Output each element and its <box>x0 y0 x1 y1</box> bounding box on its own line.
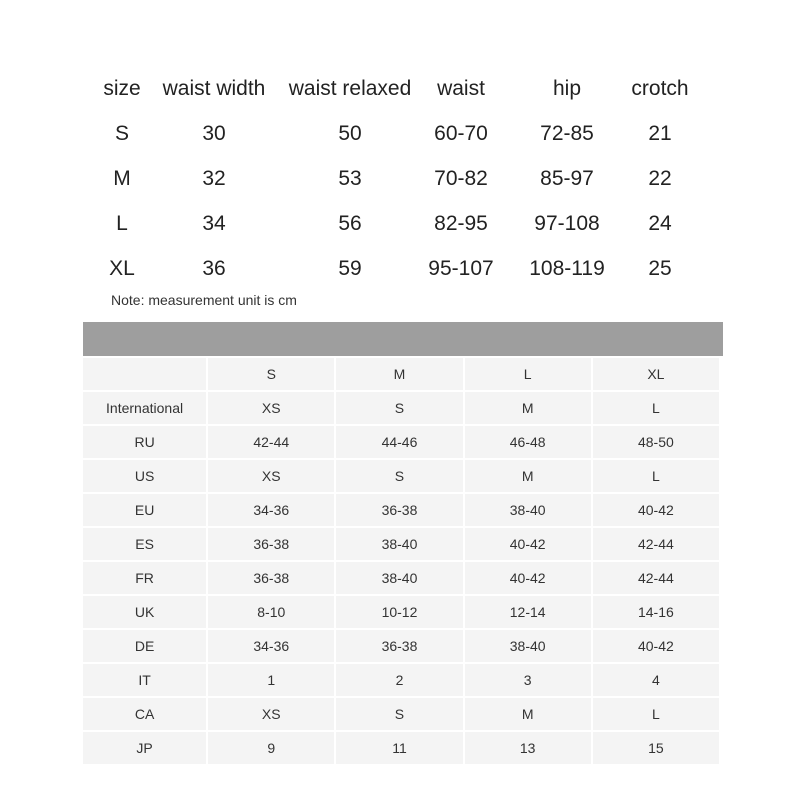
size-value: M <box>465 392 591 424</box>
cell-size: L <box>116 212 128 235</box>
region-label: DE <box>83 630 206 662</box>
conversion-row <box>83 732 719 764</box>
column-header-xl: XL <box>593 358 719 390</box>
size-value: 12-14 <box>465 596 591 628</box>
size-value: 10-12 <box>336 596 462 628</box>
cell-hip: 108-119 <box>529 257 605 280</box>
cell-hip: 85-97 <box>540 167 594 190</box>
conversion-row <box>83 630 719 662</box>
size-conversion-table <box>83 322 723 766</box>
size-value: M <box>465 460 591 492</box>
region-label: FR <box>83 562 206 594</box>
conversion-row <box>83 392 719 424</box>
conversion-column-header-row <box>83 358 719 390</box>
size-value: L <box>593 392 719 424</box>
cell-hip: 97-108 <box>534 212 600 235</box>
size-value: 38-40 <box>336 528 462 560</box>
measurement-table <box>0 66 800 291</box>
region-label: JP <box>83 732 206 764</box>
size-value: 42-44 <box>208 426 334 458</box>
size-value: 14-16 <box>593 596 719 628</box>
conversion-row <box>83 562 719 594</box>
size-value: 1 <box>208 664 334 696</box>
conversion-header-bar <box>83 322 723 356</box>
region-label: CA <box>83 698 206 730</box>
cell-waist-width: 36 <box>202 257 226 280</box>
cell-waist-width: 30 <box>202 122 226 145</box>
region-label: International <box>83 392 206 424</box>
size-value: 34-36 <box>208 630 334 662</box>
cell-waist-width: 34 <box>202 212 226 235</box>
size-value: 9 <box>208 732 334 764</box>
header-crotch: crotch <box>631 77 689 100</box>
region-label: ES <box>83 528 206 560</box>
size-value: L <box>593 460 719 492</box>
measurement-row <box>0 111 800 156</box>
measurement-row <box>0 201 800 246</box>
header-waist-relaxed: waist relaxed <box>288 77 412 100</box>
cell-waist-relaxed: 56 <box>338 212 362 235</box>
measurement-row <box>0 156 800 201</box>
size-value: S <box>336 698 462 730</box>
size-value: 38-40 <box>336 562 462 594</box>
cell-waist: 95-107 <box>428 257 494 280</box>
size-value: 8-10 <box>208 596 334 628</box>
size-value: 42-44 <box>593 562 719 594</box>
column-header-s: S <box>208 358 334 390</box>
header-waist: waist <box>437 77 485 100</box>
size-value: S <box>336 392 462 424</box>
size-value: 42-44 <box>593 528 719 560</box>
region-label: UK <box>83 596 206 628</box>
measurement-note: Note: measurement unit is cm <box>111 292 297 308</box>
size-value: 36-38 <box>336 630 462 662</box>
size-value: 44-46 <box>336 426 462 458</box>
size-value: 15 <box>593 732 719 764</box>
size-value: 38-40 <box>465 630 591 662</box>
cell-waist: 82-95 <box>434 212 488 235</box>
header-waist-width: waist width <box>162 77 266 100</box>
cell-crotch: 21 <box>648 122 672 145</box>
size-value: 3 <box>465 664 591 696</box>
conversion-row <box>83 460 719 492</box>
size-value: 36-38 <box>208 528 334 560</box>
size-value: 40-42 <box>465 528 591 560</box>
conversion-row <box>83 596 719 628</box>
conversion-grid <box>81 356 721 766</box>
size-value: 40-42 <box>465 562 591 594</box>
region-label: RU <box>83 426 206 458</box>
size-value: S <box>336 460 462 492</box>
conversion-row <box>83 494 719 526</box>
column-header-l: L <box>465 358 591 390</box>
size-value: XS <box>208 392 334 424</box>
cell-waist-relaxed: 50 <box>338 122 362 145</box>
header-hip: hip <box>552 77 582 100</box>
size-value: 13 <box>465 732 591 764</box>
cell-size: M <box>113 167 131 190</box>
size-value: 11 <box>336 732 462 764</box>
region-label: US <box>83 460 206 492</box>
size-value: 36-38 <box>336 494 462 526</box>
size-value: XS <box>208 698 334 730</box>
region-label: EU <box>83 494 206 526</box>
measurement-header-row <box>0 66 800 111</box>
cell-crotch: 25 <box>648 257 672 280</box>
cell-waist-relaxed: 53 <box>338 167 362 190</box>
column-header-m: M <box>336 358 462 390</box>
cell-crotch: 22 <box>648 167 672 190</box>
corner-cell <box>83 358 206 390</box>
header-size: size <box>103 77 141 100</box>
size-value: XS <box>208 460 334 492</box>
size-value: L <box>593 698 719 730</box>
size-value: M <box>465 698 591 730</box>
cell-size: XL <box>109 257 135 280</box>
size-value: 2 <box>336 664 462 696</box>
cell-hip: 72-85 <box>540 122 594 145</box>
size-value: 38-40 <box>465 494 591 526</box>
size-value: 34-36 <box>208 494 334 526</box>
size-value: 40-42 <box>593 494 719 526</box>
cell-crotch: 24 <box>648 212 672 235</box>
cell-waist: 70-82 <box>434 167 488 190</box>
size-value: 4 <box>593 664 719 696</box>
measurement-row <box>0 246 800 291</box>
cell-waist-width: 32 <box>202 167 226 190</box>
size-value: 48-50 <box>593 426 719 458</box>
conversion-row <box>83 698 719 730</box>
size-value: 36-38 <box>208 562 334 594</box>
cell-waist-relaxed: 59 <box>338 257 362 280</box>
cell-waist: 60-70 <box>434 122 488 145</box>
conversion-row <box>83 426 719 458</box>
cell-size: S <box>114 122 129 145</box>
size-value: 40-42 <box>593 630 719 662</box>
size-value: 46-48 <box>465 426 591 458</box>
region-label: IT <box>83 664 206 696</box>
conversion-row <box>83 528 719 560</box>
conversion-row <box>83 664 719 696</box>
